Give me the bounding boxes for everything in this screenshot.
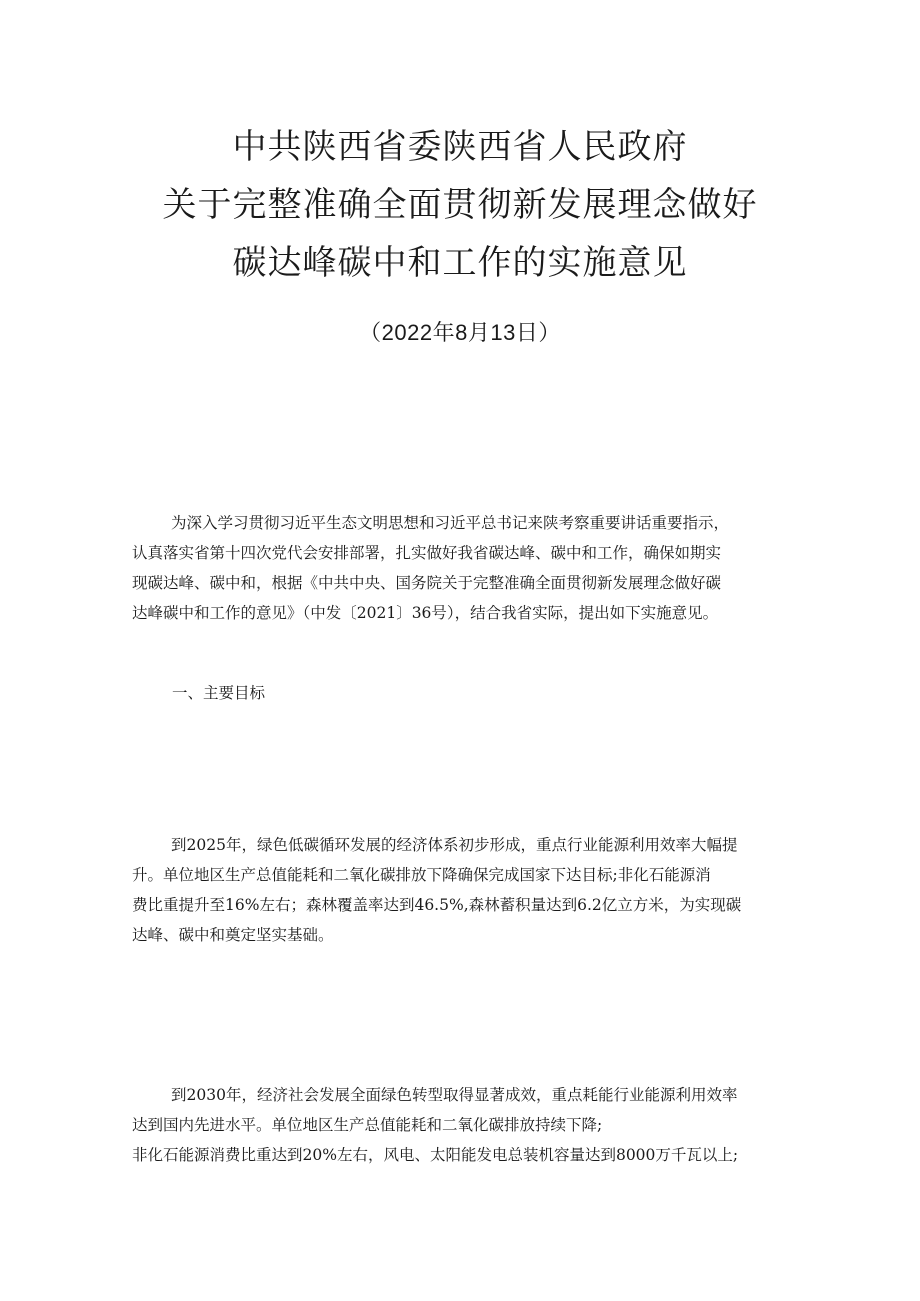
- section-heading-text: 一、主要目标: [172, 684, 266, 702]
- goal-2030-line-2: 达到国内先进水平。单位地区生产总值能耗和二氧化碳排放持续下降;: [132, 1116, 603, 1134]
- section-heading-main-goals: [132, 678, 782, 708]
- goal-2025-line-2: 升。单位地区生产总值能耗和二氧化碳排放下降确保完成国家下达目标;非化石能源消: [132, 866, 711, 884]
- goal-2025-line-3: 费比重提升至16%左右；森林覆盖率达到46.5%,森林蓄积量达到6.2亿立方米，为实现碳: [132, 896, 742, 914]
- intro-line-1: 为深入学习贯彻习近平生态文明思想和习近平总书记来陕考察重要讲话重要指示，: [171, 514, 730, 532]
- goal-2025-line-1: 到2025年，绿色低碳循环发展的经济体系初步形成，重点行业能源利用效率大幅提: [171, 836, 738, 854]
- title-line-3: 碳达峰碳中和工作的实施意见: [232, 243, 688, 283]
- intro-line-4: 达峰碳中和工作的意见》（中发〔2021〕36号），结合我省实际，提出如下实施意见。: [132, 604, 719, 622]
- goal-2025-paragraph: [132, 830, 782, 950]
- intro-paragraph: [132, 508, 782, 628]
- title-line-2: 关于完整准确全面贯彻新发展理念做好: [162, 185, 758, 225]
- goal-2030-line-3: 非化石能源消费比重达到20%左右，风电、太阳能发电总装机容量达到8000万千瓦以上;: [132, 1146, 739, 1164]
- intro-line-2: 认真落实省第十四次党代会安排部署，扎实做好我省碳达峰、碳中和工作，确保如期实: [132, 544, 722, 562]
- goal-2030-paragraph: [132, 1080, 782, 1170]
- document-date: （2022年8月13日）: [359, 320, 561, 345]
- intro-line-3: 现碳达峰、碳中和，根据《中共中央、国务院关于完整准确全面贯彻新发展理念做好碳: [132, 574, 722, 592]
- goal-2030-line-1: 到2030年，经济社会发展全面绿色转型取得显著成效，重点耗能行业能源利用效率: [171, 1086, 738, 1104]
- title-line-1: 中共陕西省委陕西省人民政府: [232, 127, 688, 167]
- goal-2025-line-4: 达峰、碳中和奠定坚实基础。: [132, 926, 334, 944]
- document-title: [0, 118, 920, 292]
